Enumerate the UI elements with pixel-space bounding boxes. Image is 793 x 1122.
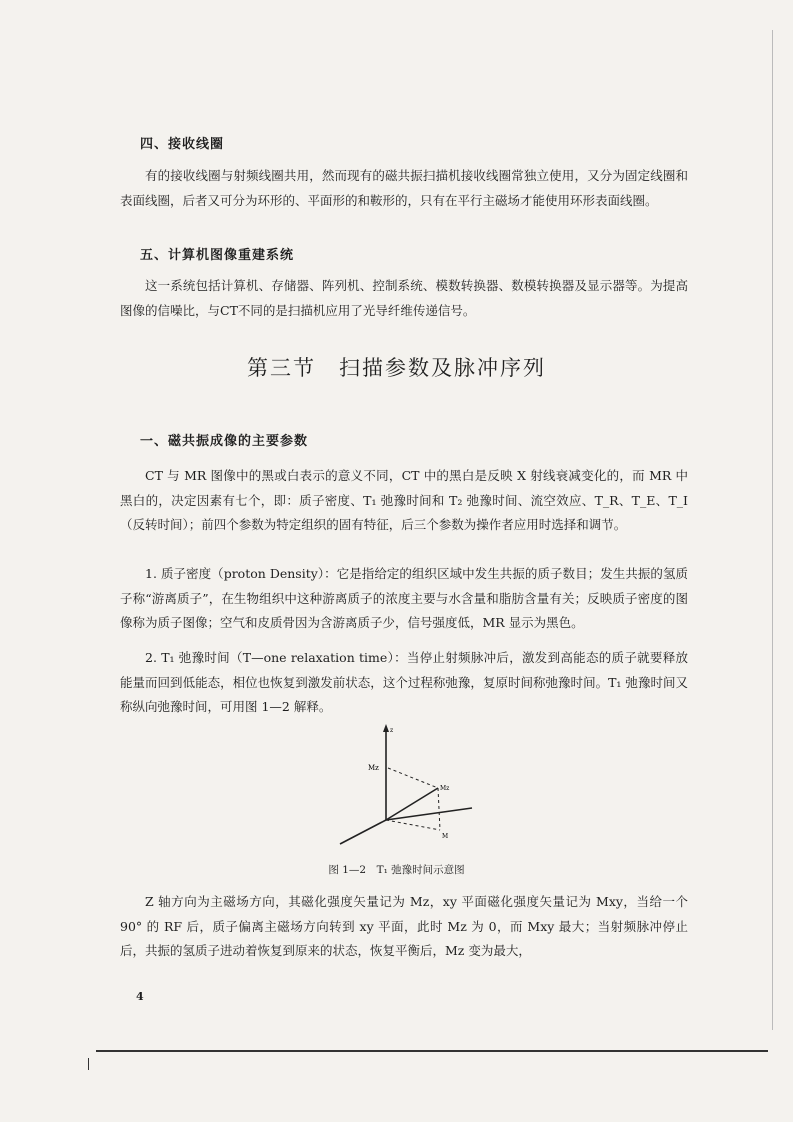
scan-mark <box>88 1058 89 1070</box>
page-number: 4 <box>136 990 144 1003</box>
projection-line <box>386 820 440 830</box>
paragraph-receive-coil: 有的接收线圈与射频线圈共用，然而现有的磁共振扫描机接收线圈常独立使用，又分为固定线圈和表面线圈，后者又可分为环形的、平面形的和鞍形的，只有在平行主磁场才能使用环形表面线圈。 <box>120 168 688 208</box>
paragraph-intro: CT 与 MR 图像中的黑或白表示的意义不同，CT 中的黑白是反映 X 射线衰减变化的，而 MR 中黑白的，决定因素有七个，即：质子密度、T₁ 弛豫时间和 T₂ 弛豫时间、流空效应、T_R、T_E、T_I（反转时间）；前四个参数为特定组织的固有特征，后三个参数为操作者应用时选择和调节。 <box>120 468 688 532</box>
scan-binding-edge <box>772 30 773 1030</box>
paragraph-after-figure: Z 轴方向为主磁场方向，其磁化强度矢量记为 Mz，xy 平面磁化强度矢量记为 Mxy，当给一个 90° 的 RF 后，质子偏离主磁场方向转到 xy 平面，此时 Mz 为 0，而 Mxy 最大；当射频脉冲停止后，共振的氢质子进动着恢复到原来的状态，恢复平衡后，Mz 变为最大， <box>120 894 688 958</box>
heading-parameters: 一、磁共振成像的主要参数 <box>140 434 309 449</box>
paragraph-t1-relaxation: 2. T₁ 弛豫时间（T—one relaxation time）：当停止射频脉冲后，激发到高能态的质子就要释放能量而回到低能态，相位也恢复到激发前状态，这个过程称弛豫，复原时间称弛豫时间。T₁ 弛豫时间又称纵向弛豫时间，可用图 1—2 解释。 <box>120 650 688 714</box>
x-axis <box>340 820 386 844</box>
mz-vector <box>386 788 438 820</box>
heading-receive-coil: 四、接收线圈 <box>140 137 225 152</box>
mz-axis-label: Mz <box>368 764 379 772</box>
scan-edge-line <box>96 1050 768 1052</box>
section-title: 第三节 扫描参数及脉冲序列 <box>247 356 546 380</box>
z-label: z <box>390 727 394 734</box>
projection-line <box>438 788 440 830</box>
paragraph-proton-density: 1. 质子密度（proton Density）：它是指给定的组织区域中发生共振的质子数目；发生共振的氢质子称“游离质子”，在生物组织中这种游离质子的浓度主要与水含量和脂肪含量有关；反映质子密度的图像称为质子图像；空气和皮质骨因为含游离质子少，信号强度低，MR 显示为黑色。 <box>120 566 688 630</box>
y-axis <box>386 808 472 820</box>
z-axis-arrow <box>383 724 389 732</box>
projection-line <box>388 768 438 788</box>
mxy-label: M <box>442 833 449 840</box>
paragraph-reconstruction: 这一系统包括计算机、存储器、阵列机、控制系统、模数转换器、数模转换器及显示器等。为提高图像的信噪比，与CT不同的是扫描机应用了光导纤维传递信号。 <box>120 278 688 318</box>
heading-reconstruction: 五、计算机图像重建系统 <box>140 248 295 263</box>
figure-caption: 图 1—2 T₁ 弛豫时间示意图 <box>328 864 465 876</box>
t1-relaxation-diagram <box>330 720 490 850</box>
mz-vector-label: Mz <box>440 785 450 792</box>
